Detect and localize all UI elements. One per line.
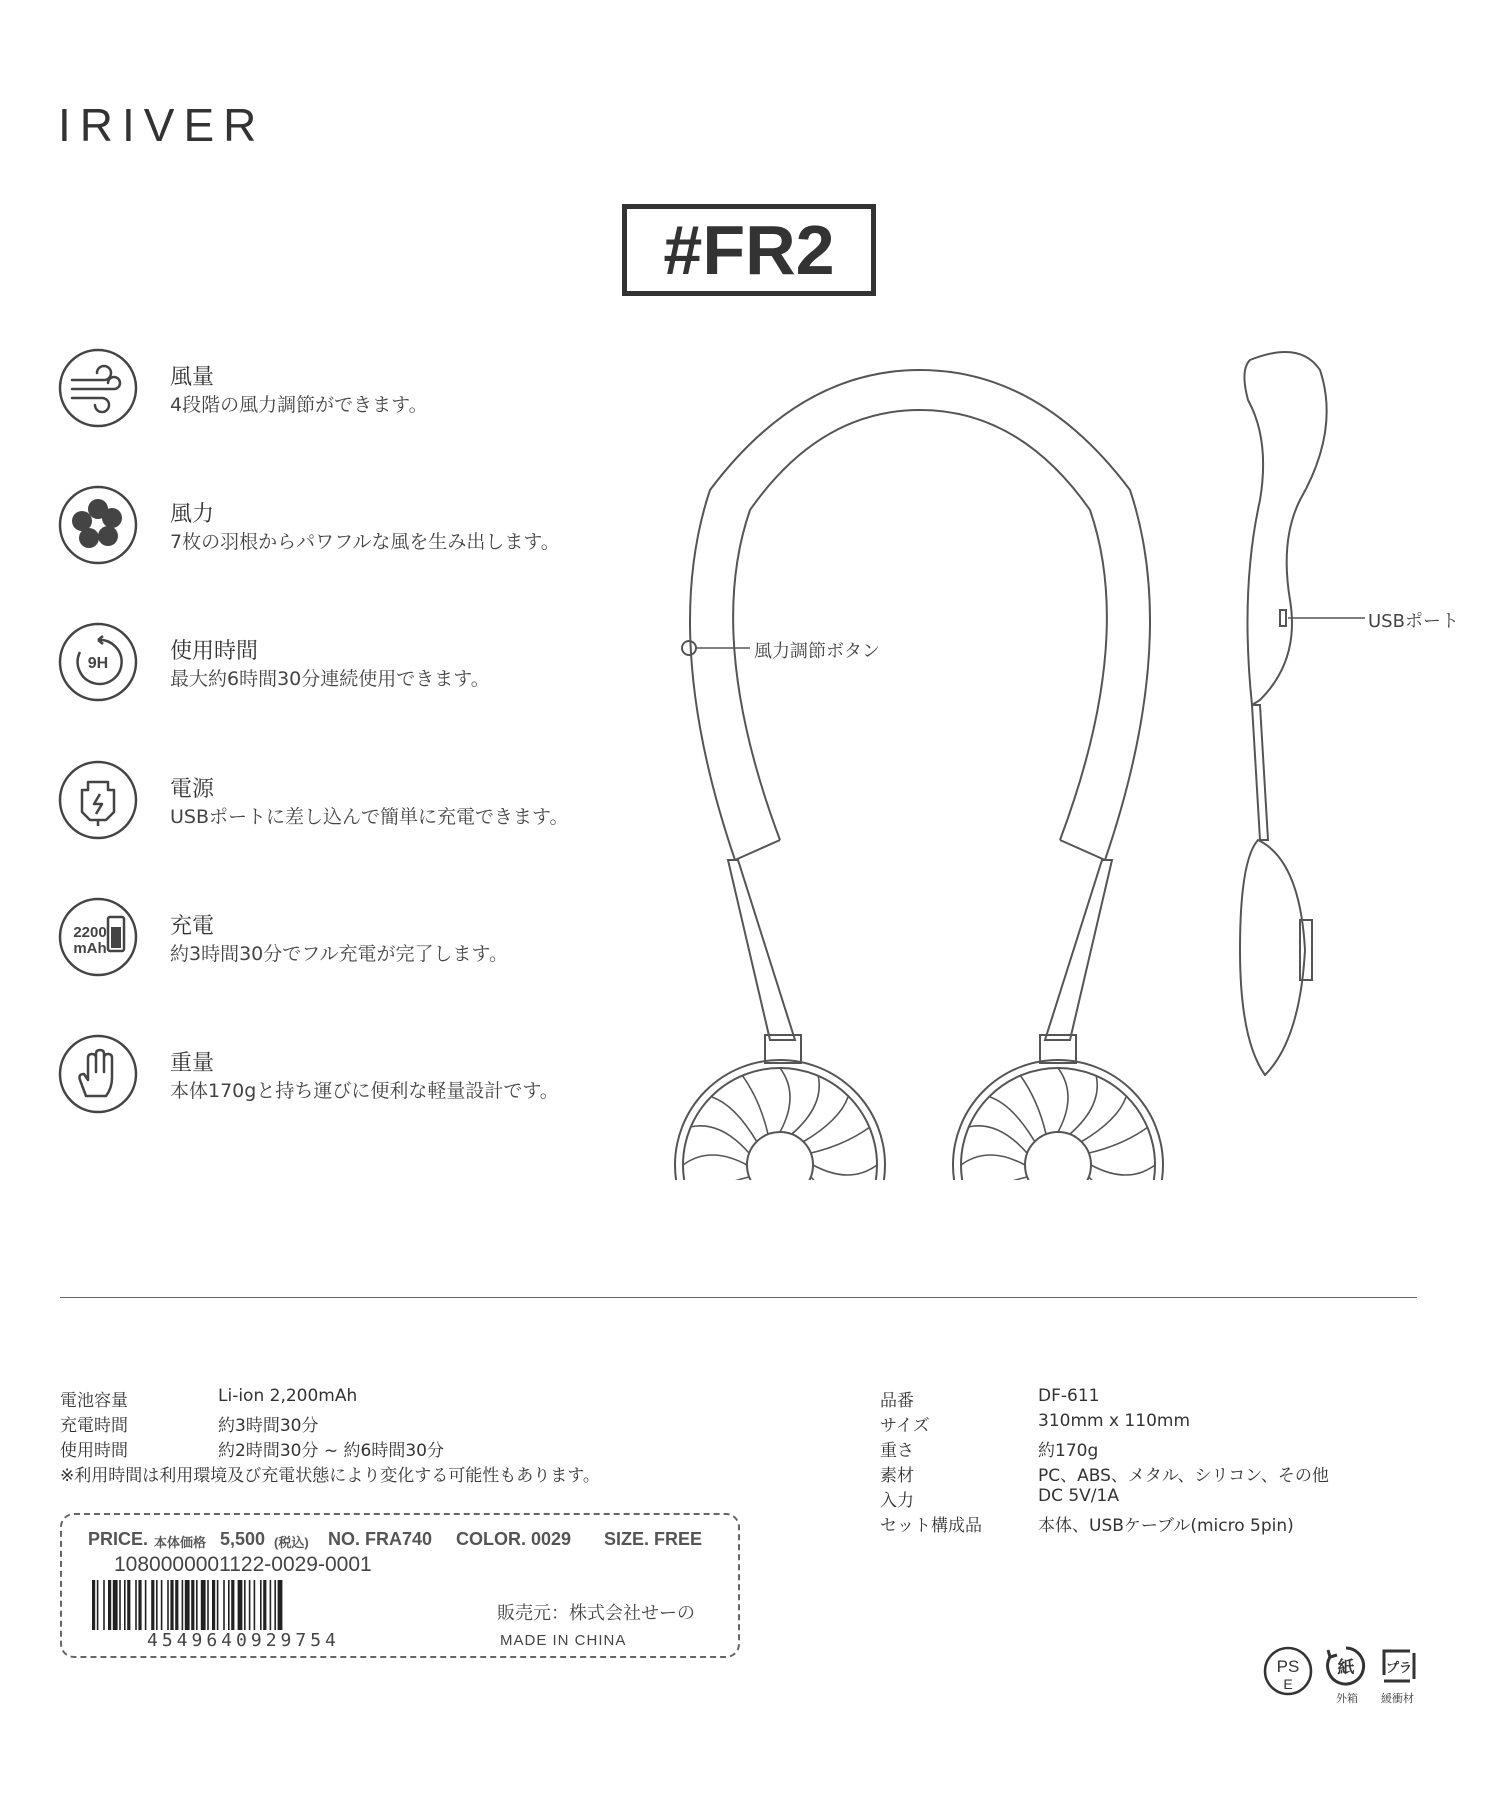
feature-power xyxy=(58,756,618,846)
barcode-bar xyxy=(135,1580,137,1630)
barcode-bar xyxy=(170,1580,173,1630)
feature-wind-power xyxy=(58,481,618,571)
spec-key: 重さ xyxy=(880,1441,914,1461)
feature-description: USBポートに差し込んで簡単に充電できます。 xyxy=(170,806,569,828)
item-number: NO. FRA740 xyxy=(328,1529,433,1549)
feature-description: 約3時間30分でフル充電が完了します。 xyxy=(170,943,508,965)
feature-title: 電源 xyxy=(170,777,215,802)
side-view xyxy=(1240,352,1327,1075)
spec-value: DF-611 xyxy=(1038,1386,1100,1406)
barcode-bar xyxy=(223,1580,225,1630)
product-diagram xyxy=(600,340,1500,1180)
spec-key: 使用時間 xyxy=(60,1441,128,1461)
barcode-bar xyxy=(161,1580,163,1630)
feature-usage-time xyxy=(58,618,618,708)
battery-icon xyxy=(58,897,138,977)
plastic-mark-text: プラ xyxy=(1385,1661,1413,1676)
price-tag xyxy=(60,1513,740,1658)
barcode-bar xyxy=(167,1580,169,1630)
plastic-recycle-icon xyxy=(1378,1645,1420,1687)
feature-title: 風力 xyxy=(170,502,215,527)
barcode-bar xyxy=(244,1580,246,1630)
product-code: 1080000001122-0029-0001 xyxy=(114,1553,372,1576)
barcode xyxy=(92,1580,442,1630)
spec-key: 入力 xyxy=(880,1491,914,1511)
barcode-bar xyxy=(175,1580,178,1630)
neckband-outer xyxy=(690,370,1150,860)
price-label: PRICE. xyxy=(88,1529,149,1549)
feature-description: 最大約6時間30分連続使用できます。 xyxy=(170,668,490,690)
spec-key: 素材 xyxy=(880,1466,914,1486)
feature-title: 充電 xyxy=(170,914,215,939)
spec-key: セット構成品 xyxy=(880,1516,982,1536)
size-label: SIZE. FREE xyxy=(604,1529,703,1549)
barcode-bar xyxy=(119,1580,121,1630)
feature-title: 重量 xyxy=(170,1051,215,1076)
barcode-bar xyxy=(138,1580,141,1630)
spec-value: DC 5V/1A xyxy=(1038,1486,1119,1506)
paper-recycle-icon xyxy=(1325,1645,1367,1687)
barcode-bar xyxy=(228,1580,230,1630)
usb-port-label: USBポート xyxy=(1368,611,1459,632)
section-divider xyxy=(60,1297,1417,1298)
barcode-bar xyxy=(145,1580,147,1630)
barcode-bar xyxy=(113,1580,118,1630)
wind-icon xyxy=(58,348,138,428)
barcode-bar xyxy=(103,1580,105,1630)
wind-control-button-marker xyxy=(682,641,696,655)
barcode-bar xyxy=(201,1580,206,1630)
barcode-bar xyxy=(238,1580,243,1630)
spec-value: 310mm x 110mm xyxy=(1038,1411,1191,1431)
origin-label: MADE IN CHINA xyxy=(500,1632,627,1649)
plastic-caption: 緩衝材 xyxy=(1381,1692,1414,1705)
paper-mark-text: 紙 xyxy=(1337,1658,1355,1678)
wind-control-button-label: 風力調節ボタン xyxy=(754,641,880,662)
feature-description: 7枚の羽根からパワフルな風を生み出します。 xyxy=(170,531,560,553)
barcode-bar xyxy=(196,1580,198,1630)
pse-mark-icon xyxy=(1262,1645,1314,1697)
capacity-label: 2200 xyxy=(73,924,107,941)
color-code: COLOR. 0029 xyxy=(456,1529,572,1549)
capacity-unit-label: mAh xyxy=(73,940,107,957)
usb-plug-icon xyxy=(58,760,138,840)
spec-note: ※利用時間は利用環境及び充電状態により変化する可能性もあります。 xyxy=(60,1466,600,1486)
barcode-number: 4549640929754 xyxy=(147,1630,340,1651)
barcode-bar xyxy=(92,1580,95,1630)
seller-label: 販売元：株式会社せーの xyxy=(497,1603,695,1624)
timer-label: 9H xyxy=(87,655,109,672)
spec-value: 本体、USBケーブル(micro 5pin) xyxy=(1038,1516,1294,1536)
model-title: #FR2 xyxy=(663,211,835,289)
barcode-bar xyxy=(263,1580,266,1630)
barcode-bar xyxy=(108,1580,111,1630)
barcode-bar xyxy=(254,1580,256,1630)
neckband-inner xyxy=(733,410,1107,840)
barcode-bar xyxy=(185,1580,190,1630)
price-sub-label: 本体価格 xyxy=(154,1535,207,1550)
barcode-bar xyxy=(207,1580,209,1630)
barcode-bar xyxy=(278,1580,283,1630)
feature-title: 使用時間 xyxy=(170,639,259,664)
barcode-bar xyxy=(127,1580,130,1630)
hand-icon xyxy=(58,1034,138,1114)
spec-key: 電池容量 xyxy=(60,1391,128,1411)
spec-key: 充電時間 xyxy=(60,1416,128,1436)
barcode-bar xyxy=(274,1580,276,1630)
spec-value: 約3時間30分 xyxy=(218,1416,319,1436)
barcode-bar xyxy=(124,1580,126,1630)
barcode-bar xyxy=(97,1580,99,1630)
barcode-bar xyxy=(182,1580,184,1630)
spec-key: 品番 xyxy=(880,1391,914,1411)
barcode-bar xyxy=(191,1580,194,1630)
pse-mark-subtext: E xyxy=(1283,1676,1293,1692)
right-fan-head xyxy=(953,1060,1163,1180)
price-value: 5,500 xyxy=(220,1529,266,1549)
barcode-bar xyxy=(231,1580,234,1630)
barcode-bar xyxy=(212,1580,215,1630)
barcode-bar xyxy=(217,1580,219,1630)
barcode-bar xyxy=(260,1580,262,1630)
feature-description: 本体170gと持ち運びに便利な軽量設計です。 xyxy=(170,1080,559,1102)
barcode-bar xyxy=(156,1580,158,1630)
timer-9h-icon xyxy=(58,622,138,702)
paper-caption: 外箱 xyxy=(1336,1692,1358,1705)
feature-title: 風量 xyxy=(170,365,215,390)
spec-value: 約2時間30分 ~ 約6時間30分 xyxy=(218,1441,444,1461)
barcode-bar xyxy=(270,1580,272,1630)
feature-charging xyxy=(58,893,618,983)
fan-blade-icon xyxy=(58,485,138,565)
barcode-bar xyxy=(249,1580,251,1630)
tax-label: (税込) xyxy=(274,1535,309,1550)
brand-logo: IRIVER xyxy=(58,99,266,151)
model-title-box xyxy=(622,204,876,296)
spec-value: Li-ion 2,200mAh xyxy=(218,1386,358,1406)
pse-mark-text: PS xyxy=(1276,1657,1300,1676)
spec-value: PC、ABS、メタル、シリコン、その他 xyxy=(1038,1466,1329,1486)
spec-value: 約170g xyxy=(1038,1441,1099,1461)
left-fan-head xyxy=(675,1060,885,1180)
feature-wind-volume xyxy=(58,344,618,434)
spec-key: サイズ xyxy=(880,1416,930,1436)
barcode-bar xyxy=(151,1580,154,1630)
feature-weight xyxy=(58,1030,618,1120)
feature-description: 4段階の風力調節ができます。 xyxy=(170,394,428,416)
